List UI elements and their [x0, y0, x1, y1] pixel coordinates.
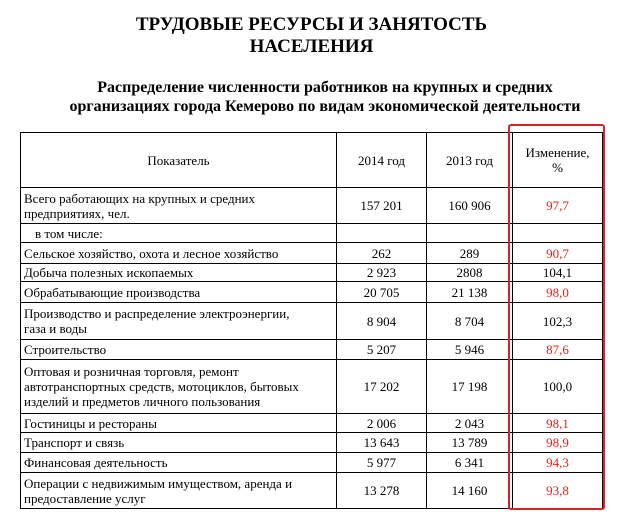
table-row	[21, 224, 603, 243]
cell-2013: 5 946	[427, 340, 513, 360]
cell-2014: 2 006	[337, 414, 427, 433]
row-indicator-line: предприятиях, чел.	[24, 205, 130, 221]
cell-2014: 5 207	[337, 340, 427, 360]
row-indicator: Добыча полезных ископаемых	[21, 264, 337, 282]
table-row	[21, 188, 603, 224]
row-indicator: Финансовая деятельность	[21, 453, 337, 473]
row-indicator-line: газа и воды	[24, 321, 87, 336]
title-line-2: НАСЕЛЕНИЯ	[249, 36, 374, 57]
page-title	[0, 14, 623, 58]
cell-2014: 17 202	[337, 360, 427, 414]
table-row	[21, 453, 603, 473]
cell-2014: 5 977	[337, 453, 427, 473]
table-row	[21, 433, 603, 453]
cell-change: 102,3	[513, 303, 603, 340]
row-indicator	[21, 303, 337, 340]
cell-2013: 14 160	[427, 473, 513, 509]
table-row	[21, 360, 603, 414]
cell-2013	[427, 224, 513, 243]
cell-2013: 17 198	[427, 360, 513, 414]
row-indicator: Гостиницы и рестораны	[21, 414, 337, 433]
cell-2013: 160 906	[427, 188, 513, 224]
cell-change: 98,9	[513, 433, 603, 453]
table-row	[21, 264, 603, 282]
cell-change: 98,1	[513, 414, 603, 433]
cell-2014: 157 201	[337, 188, 427, 224]
row-indicator: Сельское хозяйство, охота и лесное хозяйство	[21, 243, 337, 264]
row-indicator-line: Всего работающих на крупных и средних	[24, 190, 256, 206]
table-row	[21, 473, 603, 509]
cell-2014: 2 923	[337, 264, 427, 282]
row-indicator-line: Производство и распределение электроэнергии,	[24, 306, 290, 321]
row-indicator	[21, 473, 337, 509]
table-row	[21, 340, 603, 360]
cell-change	[513, 224, 603, 243]
header-change-line-2: %	[552, 160, 563, 175]
cell-change: 90,7	[513, 243, 603, 264]
table-row	[21, 282, 603, 303]
cell-2014: 8 904	[337, 303, 427, 340]
table-row	[21, 303, 603, 340]
caption-line-1: Распределение численности работников на крупных и средних	[97, 79, 553, 96]
header-change	[513, 133, 603, 188]
cell-change: 98,0	[513, 282, 603, 303]
row-indicator	[21, 360, 337, 414]
header-indicator: Показатель	[21, 133, 337, 188]
cell-2013: 6 341	[427, 453, 513, 473]
row-indicator: Строительство	[21, 340, 337, 360]
cell-2013: 13 789	[427, 433, 513, 453]
header-change-line-1: Изменение,	[525, 145, 590, 160]
table-caption	[30, 78, 620, 116]
cell-2014: 13 278	[337, 473, 427, 509]
cell-2014: 262	[337, 243, 427, 264]
header-2014: 2014 год	[337, 133, 427, 188]
cell-2013: 2808	[427, 264, 513, 282]
employment-table	[20, 132, 603, 509]
row-indicator-line: изделий и предметов личного пользования	[24, 394, 261, 409]
table-header-row	[21, 133, 603, 188]
cell-change: 94,3	[513, 453, 603, 473]
caption-line-2: организациях города Кемерово по видам экономической деятельности	[69, 98, 581, 115]
cell-2013: 2 043	[427, 414, 513, 433]
cell-change: 87,6	[513, 340, 603, 360]
table-row	[21, 243, 603, 264]
cell-change: 93,8	[513, 473, 603, 509]
row-indicator-line: в том числе:	[35, 225, 103, 241]
cell-2013: 21 138	[427, 282, 513, 303]
table-row	[21, 414, 603, 433]
cell-change: 100,0	[513, 360, 603, 414]
title-line-1: ТРУДОВЫЕ РЕСУРСЫ И ЗАНЯТОСТЬ	[135, 14, 488, 35]
cell-2013: 289	[427, 243, 513, 264]
row-indicator	[21, 224, 337, 243]
row-indicator-line: Операции с недвижимым имуществом, аренда и	[24, 475, 293, 491]
row-indicator-line: предоставление услуг	[24, 490, 146, 506]
cell-2014: 20 705	[337, 282, 427, 303]
cell-2013: 8 704	[427, 303, 513, 340]
header-2013: 2013 год	[427, 133, 513, 188]
cell-2014	[337, 224, 427, 243]
cell-change: 104,1	[513, 264, 603, 282]
row-indicator: Транспорт и связь	[21, 433, 337, 453]
cell-2014: 13 643	[337, 433, 427, 453]
row-indicator: Обрабатывающие производства	[21, 282, 337, 303]
row-indicator-line: Оптовая и розничная торговля, ремонт	[24, 364, 239, 379]
row-indicator-line: автотранспортных средств, мотоциклов, бытовых	[24, 379, 299, 394]
cell-change: 97,7	[513, 188, 603, 224]
row-indicator	[21, 188, 337, 224]
